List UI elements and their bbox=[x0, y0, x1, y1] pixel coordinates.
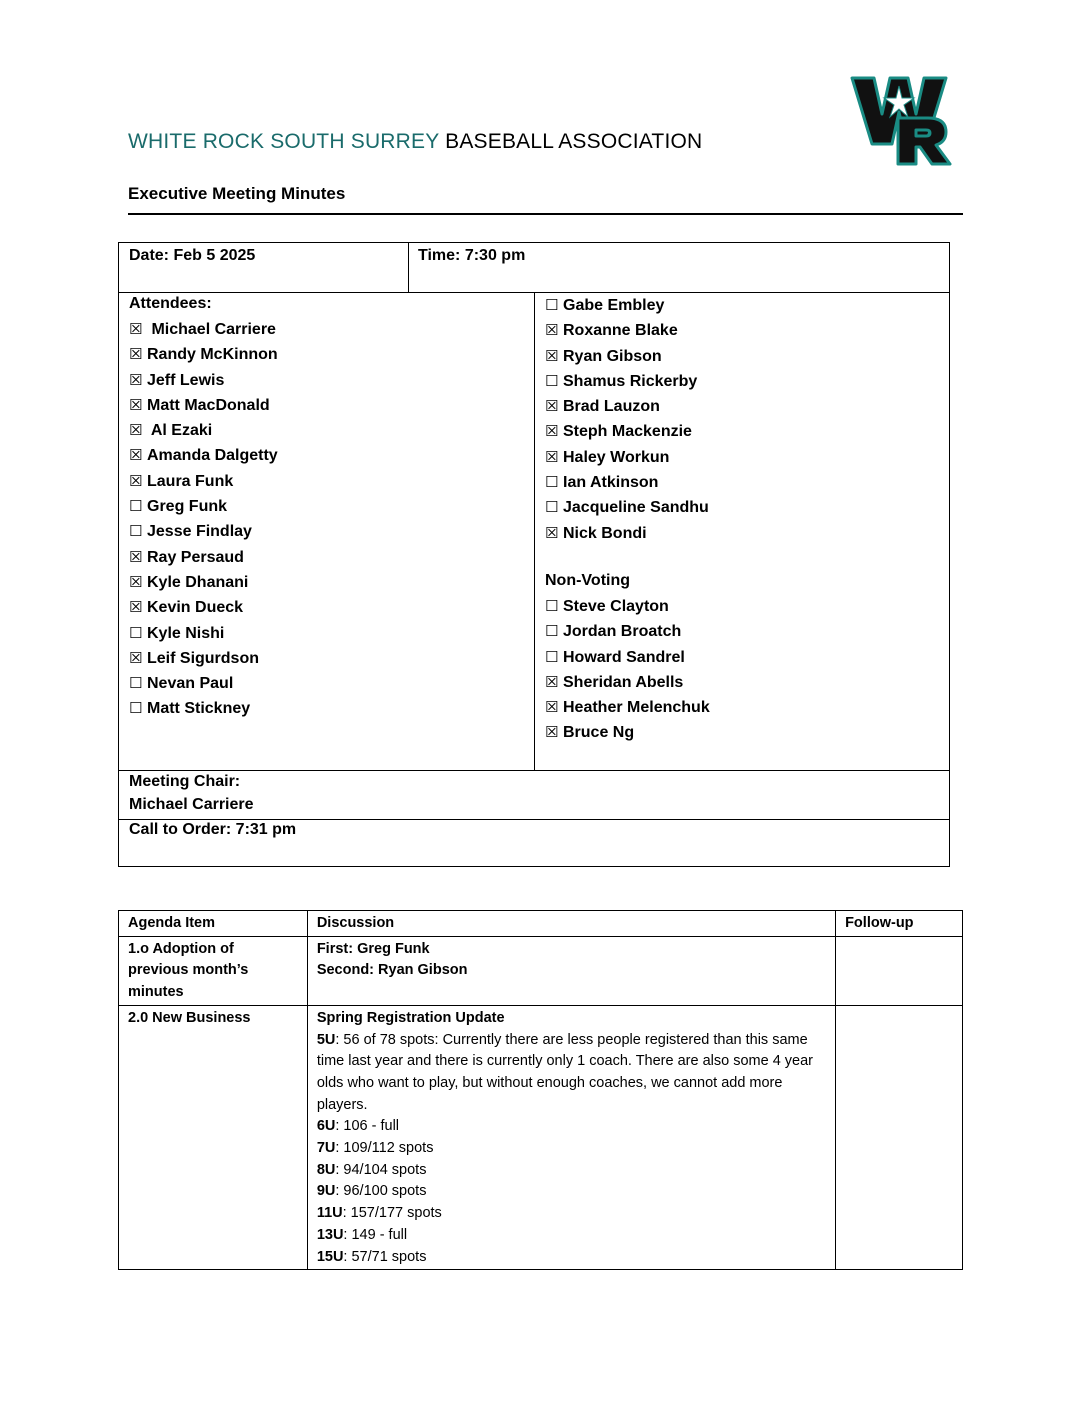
unchecked-box-icon: ☐ bbox=[129, 522, 143, 541]
call-to-order: Call to Order: 7:31 pm bbox=[129, 821, 297, 838]
title-rest: BASEBALL ASSOCIATION bbox=[445, 130, 703, 153]
table-header-row bbox=[119, 911, 963, 937]
division-label: 9U bbox=[316, 1183, 336, 1200]
checked-box-icon: ☒ bbox=[129, 421, 143, 440]
attendee-name: Ryan Gibson bbox=[563, 347, 662, 365]
checked-box-icon: ☒ bbox=[545, 523, 559, 542]
attendee-item bbox=[545, 670, 710, 695]
attendee-item bbox=[545, 521, 709, 546]
attendees-left-list bbox=[129, 317, 278, 722]
division-detail: : 157/177 spots bbox=[342, 1205, 442, 1222]
meeting-date: Date: Feb 5 2025 bbox=[129, 247, 256, 264]
unchecked-box-icon: ☐ bbox=[545, 296, 559, 314]
unchecked-box-icon: ☐ bbox=[129, 497, 143, 516]
attendee-name: Bruce Ng bbox=[563, 724, 635, 742]
attendee-name: Gabe Embley bbox=[563, 297, 665, 314]
motion-second bbox=[317, 960, 826, 982]
attendee-name: Greg Funk bbox=[147, 498, 228, 516]
division-label: 8U bbox=[316, 1161, 336, 1178]
registration-line bbox=[317, 1030, 826, 1117]
header-follow-up: Follow-up bbox=[836, 911, 963, 937]
attendee-name: Heather Melenchuk bbox=[563, 699, 710, 717]
agenda-item-line: previous month’s bbox=[128, 962, 249, 979]
checked-box-icon: ☒ bbox=[545, 346, 559, 365]
discussion-cell bbox=[307, 1005, 835, 1269]
motion-second-name: Ryan Gibson bbox=[374, 962, 468, 979]
attendee-name: Laura Funk bbox=[147, 472, 234, 490]
unchecked-box-icon: ☐ bbox=[545, 371, 559, 390]
header-agenda-item: Agenda Item bbox=[119, 911, 308, 937]
division-detail: : 96/100 spots bbox=[335, 1183, 427, 1200]
checked-box-icon: ☒ bbox=[129, 547, 143, 566]
logo-text: WR bbox=[848, 74, 850, 75]
follow-up-cell bbox=[836, 1005, 963, 1269]
unchecked-box-icon: ☐ bbox=[545, 473, 559, 492]
attendee-name: Jordan Broatch bbox=[563, 623, 682, 641]
attendee-name: Sheridan Abells bbox=[563, 673, 684, 691]
attendee-name: Kyle Dhanani bbox=[147, 573, 249, 591]
attendee-name: Roxanne Blake bbox=[563, 322, 678, 340]
attendee-item bbox=[545, 445, 709, 470]
checked-box-icon: ☒ bbox=[129, 320, 143, 338]
wr-logo-icon bbox=[848, 74, 954, 166]
attendee-item bbox=[545, 470, 709, 495]
agenda-item-line: 1.o Adoption of bbox=[128, 940, 234, 957]
attendee-name: Kevin Dueck bbox=[147, 599, 244, 617]
agenda-item-cell bbox=[119, 936, 308, 1005]
attendee-item bbox=[545, 695, 710, 720]
checked-box-icon: ☒ bbox=[545, 321, 559, 340]
header-divider bbox=[128, 213, 963, 215]
division-label: 11U bbox=[316, 1205, 343, 1222]
agenda-table bbox=[118, 910, 963, 1270]
registration-line bbox=[317, 1160, 826, 1182]
attendee-item bbox=[129, 418, 278, 443]
row-divider bbox=[119, 819, 949, 820]
division-label: 5U bbox=[316, 1031, 336, 1048]
division-detail: : 94/104 spots bbox=[335, 1161, 427, 1178]
division-label: 6U bbox=[316, 1118, 336, 1135]
non-voting-list bbox=[545, 594, 710, 746]
attendee-item bbox=[545, 619, 710, 644]
table-row bbox=[119, 936, 963, 1005]
division-label: 15U bbox=[316, 1248, 344, 1265]
division-detail: : 109/112 spots bbox=[335, 1140, 434, 1157]
division-detail: : 57/71 spots bbox=[343, 1248, 427, 1265]
registration-line bbox=[317, 1116, 826, 1138]
attendee-name: Michael Carriere bbox=[147, 321, 276, 338]
follow-up-cell bbox=[836, 936, 963, 1005]
title-accent: WHITE ROCK SOUTH SURREY bbox=[128, 130, 440, 153]
unchecked-box-icon: ☐ bbox=[545, 597, 559, 615]
attendee-item bbox=[545, 344, 709, 369]
attendee-name: Shamus Rickerby bbox=[563, 372, 698, 390]
division-detail: : 106 - full bbox=[335, 1118, 400, 1135]
attendee-item bbox=[545, 594, 710, 619]
agenda-item-line: minutes bbox=[128, 984, 184, 1001]
attendee-name: Amanda Dalgetty bbox=[147, 447, 278, 465]
checked-box-icon: ☒ bbox=[545, 397, 559, 416]
unchecked-box-icon: ☐ bbox=[129, 674, 143, 693]
attendee-name: Steve Clayton bbox=[563, 598, 669, 615]
registration-line bbox=[317, 1203, 826, 1225]
attendee-item bbox=[129, 469, 278, 494]
unchecked-box-icon: ☐ bbox=[545, 622, 559, 641]
attendee-item bbox=[545, 369, 709, 394]
checked-box-icon: ☒ bbox=[545, 422, 559, 441]
registration-line bbox=[317, 1181, 826, 1203]
attendee-name: Brad Lauzon bbox=[563, 398, 660, 416]
attendee-item bbox=[129, 570, 278, 595]
attendee-name: Ian Atkinson bbox=[563, 474, 659, 492]
unchecked-box-icon: ☐ bbox=[545, 498, 559, 517]
attendee-item bbox=[129, 393, 278, 418]
attendee-item bbox=[129, 646, 278, 671]
registration-lines bbox=[317, 1030, 826, 1269]
agenda-item-cell: 2.0 New Business bbox=[119, 1005, 308, 1269]
table-row bbox=[119, 1005, 963, 1269]
attendees-column-divider bbox=[534, 292, 535, 770]
checked-box-icon: ☒ bbox=[129, 648, 143, 667]
attendee-name: Steph Mackenzie bbox=[563, 423, 692, 441]
attendee-name: Ray Persaud bbox=[147, 548, 244, 566]
attendee-item bbox=[129, 368, 278, 393]
division-label: 7U bbox=[316, 1140, 336, 1157]
attendee-item bbox=[129, 621, 278, 646]
attendee-item bbox=[545, 645, 710, 670]
attendee-item bbox=[129, 519, 278, 544]
attendee-name: Matt MacDonald bbox=[147, 396, 270, 414]
checked-box-icon: ☒ bbox=[129, 598, 143, 617]
attendee-name: Leif Sigurdson bbox=[147, 649, 259, 667]
checked-box-icon: ☒ bbox=[129, 572, 143, 591]
checked-box-icon: ☒ bbox=[129, 471, 143, 490]
checked-box-icon: ☒ bbox=[545, 698, 559, 717]
attendee-name: Matt Stickney bbox=[147, 700, 251, 718]
discussion-heading: Spring Registration Update bbox=[316, 1009, 505, 1026]
attendee-name: Haley Workun bbox=[563, 448, 670, 466]
attendee-item bbox=[129, 696, 278, 721]
association-title bbox=[128, 130, 702, 154]
attendee-item bbox=[545, 495, 709, 520]
attendee-name: Nevan Paul bbox=[147, 675, 234, 693]
attendee-item bbox=[129, 342, 278, 367]
attendee-item bbox=[129, 317, 278, 342]
header-discussion: Discussion bbox=[307, 911, 835, 937]
division-label: 13U bbox=[316, 1226, 344, 1243]
attendee-item bbox=[129, 545, 278, 570]
attendee-name: Randy McKinnon bbox=[147, 346, 278, 364]
motion-second-label: Second: bbox=[316, 962, 375, 979]
motion-first: First: Greg Funk bbox=[316, 940, 430, 957]
non-voting-label: Non-Voting bbox=[545, 572, 631, 589]
attendee-item bbox=[545, 318, 709, 343]
meeting-chair-name: Michael Carriere bbox=[129, 796, 254, 813]
unchecked-box-icon: ☐ bbox=[129, 699, 143, 718]
attendees-right-list bbox=[545, 293, 709, 546]
attendee-name: Al Ezaki bbox=[147, 422, 213, 440]
attendee-name: Kyle Nishi bbox=[147, 624, 225, 642]
attendee-item bbox=[129, 443, 278, 468]
attendee-name: Howard Sandrel bbox=[563, 648, 685, 666]
attendees-label: Attendees: bbox=[129, 295, 212, 312]
checked-box-icon: ☒ bbox=[129, 446, 143, 465]
attendee-item bbox=[129, 595, 278, 620]
attendee-name: Jeff Lewis bbox=[147, 371, 225, 389]
checked-box-icon: ☒ bbox=[545, 723, 559, 742]
checked-box-icon: ☒ bbox=[545, 447, 559, 466]
checked-box-icon: ☒ bbox=[129, 395, 143, 414]
discussion-cell bbox=[307, 936, 835, 1005]
meeting-chair-label: Meeting Chair: bbox=[129, 773, 241, 790]
attendee-item bbox=[129, 494, 278, 519]
division-detail: : 149 - full bbox=[343, 1226, 408, 1243]
meeting-time: Time: 7:30 pm bbox=[418, 247, 526, 264]
attendee-name: Jacqueline Sandhu bbox=[563, 499, 709, 517]
attendee-item bbox=[129, 671, 278, 696]
meeting-info-box bbox=[118, 242, 950, 867]
checked-box-icon: ☒ bbox=[129, 345, 143, 364]
division-detail: : 56 of 78 spots: Currently there are less people registered than this same time last year and there is currently only 1 coach. There are also some 4 year olds who want to play, but without enough coaches, we cannot add more players. bbox=[316, 1031, 814, 1113]
attendee-name: Nick Bondi bbox=[563, 524, 647, 542]
registration-line bbox=[317, 1225, 826, 1247]
attendee-name: Jesse Findlay bbox=[147, 523, 252, 541]
attendee-item bbox=[545, 293, 709, 318]
checked-box-icon: ☒ bbox=[545, 672, 559, 691]
date-time-divider bbox=[408, 243, 409, 292]
unchecked-box-icon: ☐ bbox=[545, 647, 559, 666]
unchecked-box-icon: ☐ bbox=[129, 623, 143, 642]
attendee-item bbox=[545, 419, 709, 444]
attendee-item bbox=[545, 394, 709, 419]
checked-box-icon: ☒ bbox=[129, 370, 143, 389]
registration-line bbox=[317, 1247, 826, 1269]
document-subtitle: Executive Meeting Minutes bbox=[128, 184, 346, 203]
row-divider bbox=[119, 770, 949, 771]
attendee-item bbox=[545, 720, 710, 745]
registration-line bbox=[317, 1138, 826, 1160]
